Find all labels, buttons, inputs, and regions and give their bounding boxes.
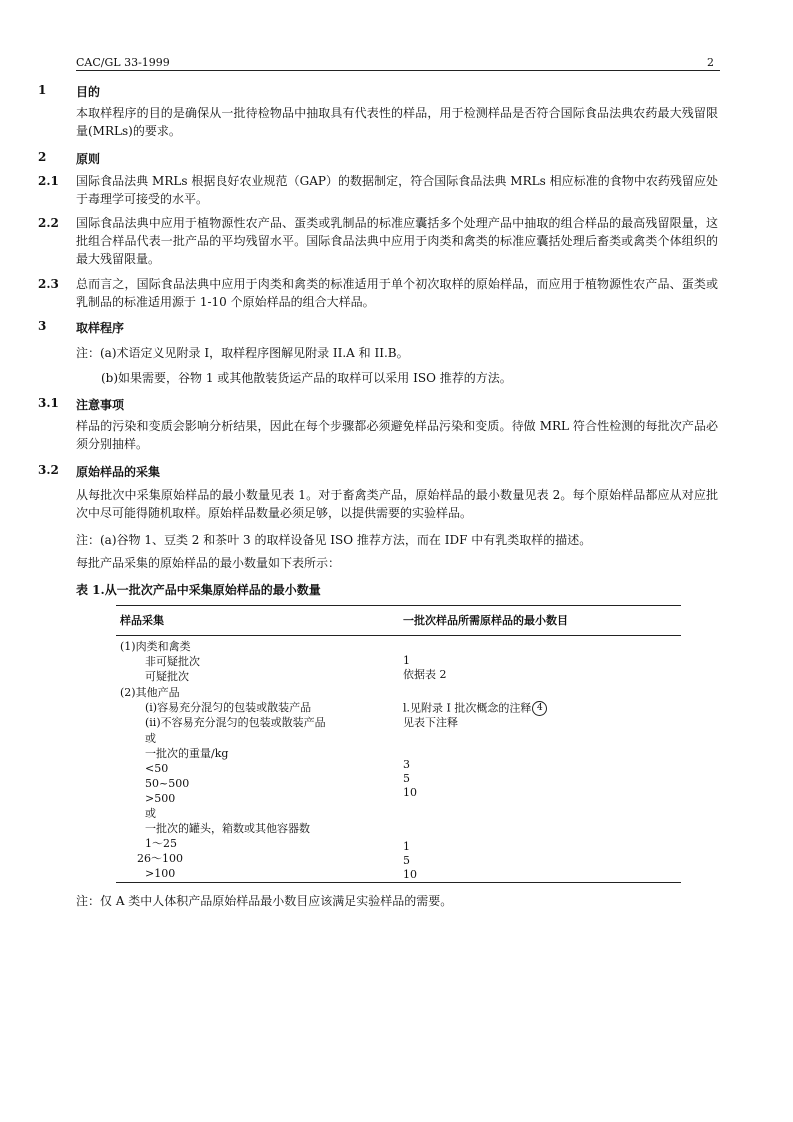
section-number: 1 bbox=[38, 83, 47, 97]
table-cell-right: 1 bbox=[403, 654, 410, 667]
section-title: 原始样品的采集 bbox=[76, 465, 161, 479]
table-cell-right: 见表下注释 bbox=[403, 716, 458, 729]
table-cell-right: 1 bbox=[403, 840, 410, 853]
section-3-note-a: 注：(a)术语定义见附录 I，取样程序图解见附录 II.A 和 II.B。 bbox=[76, 346, 409, 360]
section-number: 3 bbox=[38, 319, 47, 333]
page-header bbox=[76, 56, 718, 70]
section-title: 取样程序 bbox=[76, 321, 125, 335]
header-rule bbox=[76, 70, 720, 71]
section-1-body: 本取样程序的目的是确保从一批待检物品中抽取具有代表性的样品，用于检测样品是否符合国际食品法典农药最大残留限量(MRLs)的要求。 bbox=[76, 106, 718, 138]
table-cell-left: 或 bbox=[145, 732, 156, 745]
section-2-1-body: 国际食品法典 MRLs 根据良好农业规范（GAP）的数据制定，符合国际食品法典 MRLs 相应标准的食物中农药残留应处于毒理学可接受的水平。 bbox=[76, 174, 718, 206]
table-cell-right: l.见附录 I 批次概念的注释 bbox=[403, 701, 532, 715]
doc-code: CAC/GL 33-1999 bbox=[76, 56, 170, 69]
table-cell-right: 3 bbox=[403, 758, 410, 771]
section-title: 注意事项 bbox=[76, 398, 125, 412]
table-cell-left: >500 bbox=[145, 792, 176, 805]
section-number: 2.1 bbox=[38, 174, 59, 188]
table-cell-right-with-note bbox=[403, 701, 547, 716]
table-cell-left: (ii)不容易充分混匀的包装或散装产品 bbox=[145, 716, 326, 729]
table-cell-left: >100 bbox=[145, 867, 176, 880]
table-cell-right: 5 bbox=[403, 772, 410, 785]
table-cell-right: 10 bbox=[403, 786, 417, 799]
table-cell-left: 一批次的重量/kg bbox=[145, 747, 229, 760]
table-header-rule bbox=[116, 635, 681, 636]
table-footnote: 注：仅 A 类中人体积产品原始样品最小数目应该满足实验样品的需要。 bbox=[76, 894, 453, 908]
table-top-rule bbox=[116, 605, 681, 606]
section-3-2-note: 注：(a)谷物 1、豆类 2 和茶叶 3 的取样设备见 ISO 推荐方法，而在 IDF 中有乳类取样的描述。 bbox=[76, 533, 592, 547]
section-3-note-b: (b)如果需要，谷物 1 或其他散装货运产品的取样可以采用 ISO 推荐的方法。 bbox=[101, 371, 512, 385]
section-title: 原则 bbox=[76, 152, 101, 166]
table-cell-left: (1)肉类和禽类 bbox=[120, 640, 191, 653]
table-cell-right: 依据表 2 bbox=[403, 668, 447, 681]
table-cell-left: 50~500 bbox=[145, 777, 190, 790]
section-number: 2.3 bbox=[38, 277, 59, 291]
table-cell-left: 一批次的罐头，箱数或其他容器数 bbox=[145, 822, 310, 835]
table-cell-left: 26～100 bbox=[137, 852, 183, 865]
page-number: 2 bbox=[707, 56, 714, 69]
table-header-min-count: 一批次样品所需原样品的最小数目 bbox=[403, 614, 568, 627]
table-cell-left: 可疑批次 bbox=[145, 670, 189, 683]
table-cell-left: 非可疑批次 bbox=[145, 655, 200, 668]
section-3-1-body: 样品的污染和变质会影响分析结果，因此在每个步骤都必须避免样品污染和变质。待做 MRL 符合性检测的每批次产品必须分别抽样。 bbox=[76, 419, 718, 451]
table-cell-left: <50 bbox=[145, 762, 169, 775]
table-bottom-rule bbox=[116, 882, 681, 883]
table-header-sampling: 样品采集 bbox=[120, 614, 164, 627]
section-number: 2 bbox=[38, 150, 47, 164]
section-3-2-body: 从每批次中采集原始样品的最小数量见表 1。对于畜禽类产品，原始样品的最小数量见表 2。每个原始样品都应从对应批次中尽可能得随机取样。原始样品数量必须足够，以提供需要的实验样品。 bbox=[76, 488, 718, 520]
section-number: 3.1 bbox=[38, 396, 59, 410]
table-cell-left: 或 bbox=[145, 807, 156, 820]
table-cell-left: (2)其他产品 bbox=[120, 686, 180, 699]
table-cell-right: 5 bbox=[403, 854, 410, 867]
section-title: 目的 bbox=[76, 85, 101, 99]
table-cell-left: 1～25 bbox=[145, 837, 177, 850]
table-title: 表 1.从一批次产品中采集原始样品的最小数量 bbox=[76, 583, 321, 597]
section-number: 2.2 bbox=[38, 216, 59, 230]
table-cell-right: 10 bbox=[403, 868, 417, 881]
section-2-2-body: 国际食品法典中应用于植物源性农产品、蛋类或乳制品的标准应囊括多个处理产品中抽取的组合样品的最高残留限量，这批组合样品代表一批产品的平均残留水平。国际食品法典中应用于肉类和禽类的标准应囊括处理后畜类或禽类个体组织的最大残留限量。 bbox=[76, 216, 718, 266]
section-number: 3.2 bbox=[38, 463, 59, 477]
section-2-3-body: 总而言之，国际食品法典中应用于肉类和禽类的标准适用于单个初次取样的原始样品，而应用于植物源性农产品、蛋类或乳制品的标准适用源于 1-10 个原始样品的组合大样品。 bbox=[76, 277, 718, 309]
circled-note-marker: 4 bbox=[532, 701, 547, 716]
section-3-2-intro: 每批产品采集的原始样品的最小数量如下表所示： bbox=[76, 556, 341, 570]
table-cell-left: (i)容易充分混匀的包装或散装产品 bbox=[145, 701, 312, 714]
